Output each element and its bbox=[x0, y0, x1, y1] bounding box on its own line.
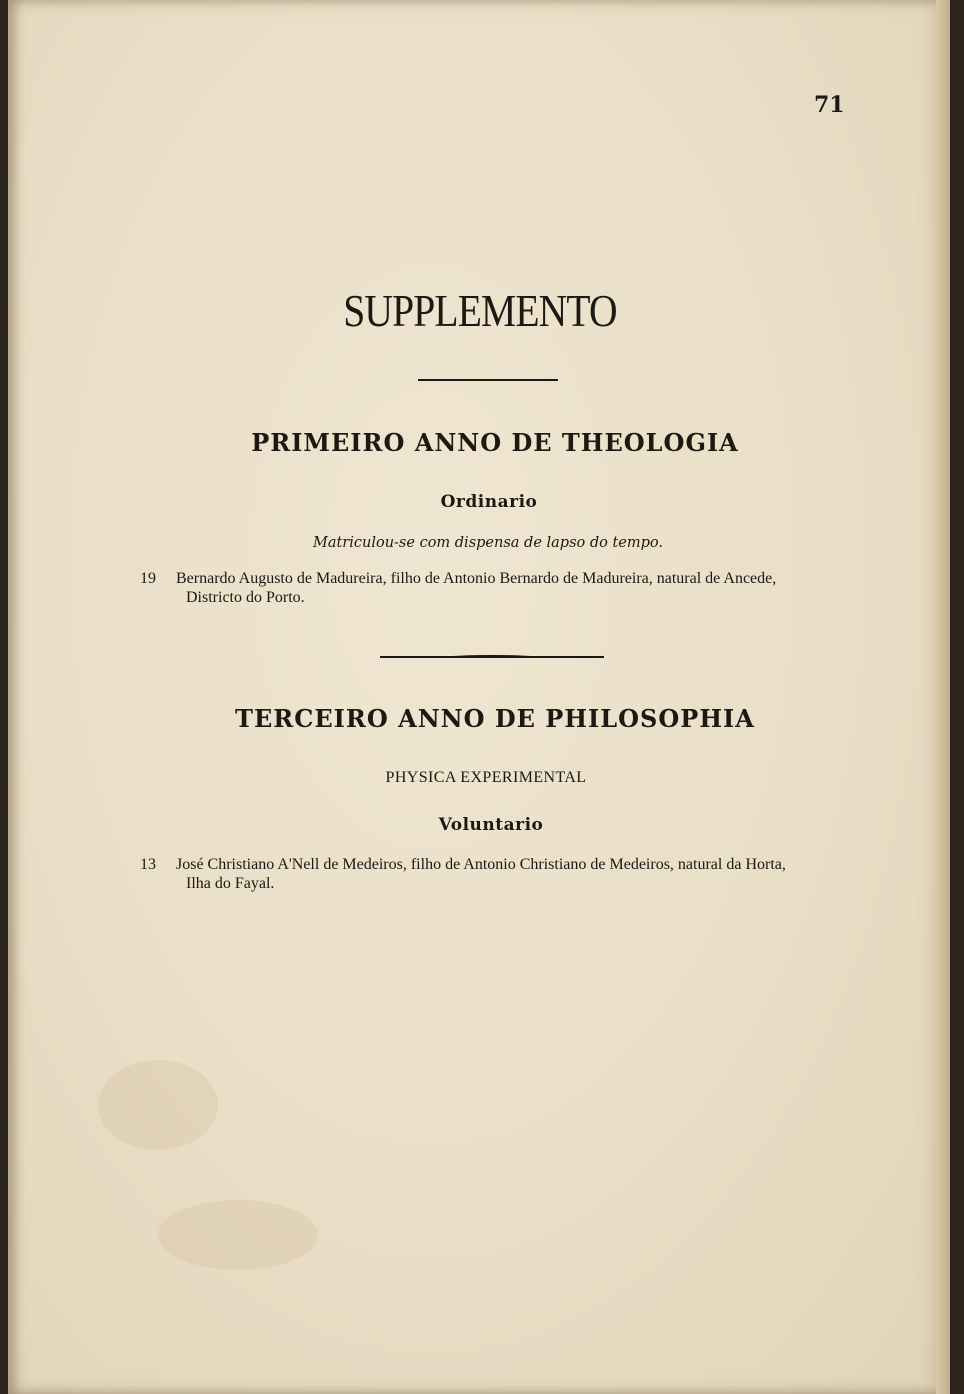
entry-number: 13 bbox=[140, 856, 156, 873]
entry-text-line2: Districto do Porto. bbox=[186, 589, 305, 606]
section-heading-philosophia: TERCEIRO ANNO DE PHILOSOPHIA bbox=[235, 704, 755, 733]
page-number: 71 bbox=[814, 92, 845, 118]
paper-stain bbox=[158, 1200, 318, 1270]
entry-text-line1: José Christiano A'Nell de Medeiros, filho de Antonio Christiano de Medeiros, natural da Horta, bbox=[176, 856, 786, 873]
page-title: SUPPLEMENTO bbox=[343, 285, 617, 336]
student-entry bbox=[140, 569, 844, 607]
title-divider bbox=[418, 379, 558, 381]
subheading-ordinario: Ordinario bbox=[440, 492, 538, 512]
ornamental-divider bbox=[380, 656, 604, 658]
enrollment-note: Matriculou-se com dispensa de lapso do tempo. bbox=[312, 535, 663, 551]
subject-title: PHYSICA EXPERIMENTAL bbox=[385, 769, 587, 786]
paper-stain bbox=[98, 1060, 218, 1150]
entry-text-line2: Ilha do Fayal. bbox=[186, 875, 275, 892]
subheading-voluntario: Voluntario bbox=[438, 815, 544, 835]
document-page bbox=[8, 0, 950, 1394]
page-edge bbox=[936, 0, 950, 1394]
entry-number: 19 bbox=[140, 570, 156, 587]
student-entry bbox=[140, 855, 844, 893]
section-heading-theologia: PRIMEIRO ANNO DE THEOLOGIA bbox=[251, 428, 739, 457]
entry-text-line1: Bernardo Augusto de Madureira, filho de Antonio Bernardo de Madureira, natural de Ancede, bbox=[176, 570, 777, 587]
